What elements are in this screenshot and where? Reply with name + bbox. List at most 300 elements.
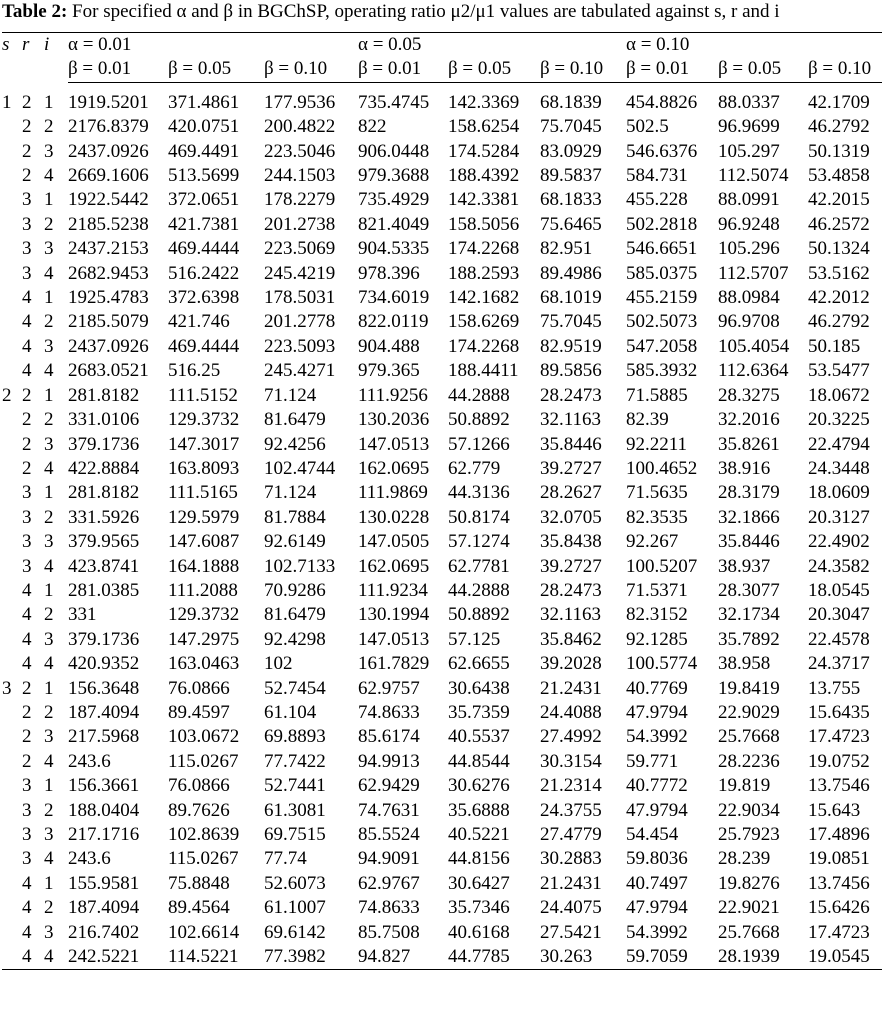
value-cell: 281.8182 xyxy=(68,384,140,406)
value-cell: 1922.5442 xyxy=(68,189,149,211)
value-cell: 142.3369 xyxy=(448,91,520,113)
cell-r: 4 xyxy=(22,653,32,675)
value-cell: 502.2818 xyxy=(626,213,698,235)
value-cell: 50.8892 xyxy=(448,409,510,431)
value-cell: 455.2159 xyxy=(626,287,698,309)
table-row xyxy=(2,164,882,188)
table-row xyxy=(2,310,882,334)
value-cell: 502.5 xyxy=(626,116,669,138)
value-cell: 2185.5238 xyxy=(68,213,149,235)
value-cell: 331.5926 xyxy=(68,506,140,528)
value-cell: 174.2268 xyxy=(448,335,520,357)
value-cell: 50.1324 xyxy=(808,238,870,260)
col-header-i: i xyxy=(44,33,68,58)
value-cell: 19.8276 xyxy=(718,872,780,894)
cell-i: 3 xyxy=(44,921,54,943)
value-cell: 242.5221 xyxy=(68,945,168,970)
value-cell: 54.454 xyxy=(626,824,679,845)
value-cell: 28.2627 xyxy=(540,482,602,504)
value-cell: 516.2422 xyxy=(168,262,240,284)
value-cell: 96.9708 xyxy=(718,311,780,333)
value-cell: 19.819 xyxy=(718,775,771,797)
cell-r: 3 xyxy=(22,506,32,528)
table-row xyxy=(2,872,882,896)
cell-s xyxy=(2,652,22,676)
value-cell: 162.0695 xyxy=(358,555,430,577)
value-cell: 735.4929 xyxy=(358,189,430,211)
cell-i: 4 xyxy=(44,165,54,187)
value-cell: 24.4088 xyxy=(540,701,602,723)
cell-r: 2 xyxy=(22,457,32,479)
value-cell: 21.2314 xyxy=(540,775,602,797)
cell-i: 2 xyxy=(44,311,54,333)
value-cell: 216.7402 xyxy=(68,921,140,943)
value-cell: 22.4578 xyxy=(808,628,870,650)
value-cell: 163.8093 xyxy=(168,457,240,479)
value-cell: 68.1833 xyxy=(540,189,602,211)
cell-r: 3 xyxy=(22,262,32,284)
table-row xyxy=(2,579,882,603)
value-cell: 54.3992 xyxy=(626,921,688,943)
value-cell: 30.6438 xyxy=(448,677,510,699)
value-cell: 75.6465 xyxy=(540,213,602,235)
value-cell: 2669.1606 xyxy=(68,165,149,187)
cell-r: 3 xyxy=(22,482,32,504)
value-cell: 61.104 xyxy=(264,701,317,723)
cell-s: 3 xyxy=(2,677,12,699)
table-row xyxy=(2,530,882,554)
cell-i: 3 xyxy=(44,628,54,650)
value-cell: 47.9794 xyxy=(626,799,688,821)
value-cell: 42.2015 xyxy=(808,189,870,211)
value-cell: 111.2088 xyxy=(168,579,238,601)
cell-i: 4 xyxy=(44,360,54,382)
value-cell: 40.6168 xyxy=(448,921,510,943)
cell-i: 3 xyxy=(44,531,54,553)
value-cell: 46.2572 xyxy=(808,213,870,235)
table-row xyxy=(2,652,882,676)
cell-i: 2 xyxy=(44,799,54,821)
value-cell: 89.4597 xyxy=(168,701,230,723)
value-cell: 44.7785 xyxy=(448,945,540,970)
value-cell: 147.0513 xyxy=(358,628,430,650)
value-cell: 422.8884 xyxy=(68,457,140,479)
value-cell: 15.6435 xyxy=(808,701,870,723)
cell-r: 2 xyxy=(22,384,32,406)
value-cell: 82.39 xyxy=(626,409,669,431)
value-cell: 32.0705 xyxy=(540,506,602,528)
cell-i: 1 xyxy=(44,677,54,699)
beta-header: β = 0.01 xyxy=(358,57,448,82)
value-cell: 420.9352 xyxy=(68,653,140,675)
cell-r: 3 xyxy=(22,824,32,845)
value-cell: 57.1266 xyxy=(448,433,510,455)
value-cell: 158.5056 xyxy=(448,213,520,235)
cell-r: 3 xyxy=(22,775,32,797)
value-cell: 35.6888 xyxy=(448,799,510,821)
cell-r: 3 xyxy=(22,213,32,235)
cell-s xyxy=(2,164,22,188)
value-cell: 1919.5201 xyxy=(68,91,149,113)
cell-s: 2 xyxy=(2,384,12,406)
value-cell: 75.8848 xyxy=(168,872,230,894)
cell-s xyxy=(2,701,22,725)
value-cell: 516.25 xyxy=(168,360,221,382)
value-cell: 102.4744 xyxy=(264,457,336,479)
value-cell: 243.6 xyxy=(68,848,111,870)
value-cell: 28.3077 xyxy=(718,579,780,601)
value-cell: 83.0929 xyxy=(540,140,602,162)
table-row xyxy=(2,677,882,701)
value-cell: 201.2738 xyxy=(264,213,336,235)
value-cell: 822 xyxy=(358,116,387,138)
table-row xyxy=(2,750,882,774)
value-cell: 44.2888 xyxy=(448,579,510,601)
value-cell: 62.9757 xyxy=(358,677,420,699)
value-cell: 44.3136 xyxy=(448,482,510,504)
value-cell: 20.3127 xyxy=(808,506,870,528)
value-cell: 50.185 xyxy=(808,335,861,357)
value-cell: 502.5073 xyxy=(626,311,698,333)
header-row-groups xyxy=(2,33,882,58)
value-cell: 28.239 xyxy=(718,848,771,870)
value-cell: 223.5093 xyxy=(264,335,336,357)
cell-s xyxy=(2,921,22,945)
value-cell: 372.6398 xyxy=(168,287,240,309)
value-cell: 178.2279 xyxy=(264,189,336,211)
value-cell: 904.488 xyxy=(358,335,420,357)
value-cell: 163.0463 xyxy=(168,653,240,675)
value-cell: 188.0404 xyxy=(68,799,140,821)
cell-s xyxy=(2,115,22,139)
value-cell: 156.3661 xyxy=(68,775,140,797)
value-cell: 92.1285 xyxy=(626,628,688,650)
value-cell: 27.5421 xyxy=(540,921,602,943)
value-cell: 13.7546 xyxy=(808,775,870,797)
value-cell: 39.2727 xyxy=(540,555,602,577)
value-cell: 421.746 xyxy=(168,311,230,333)
value-cell: 50.8892 xyxy=(448,604,510,626)
value-cell: 142.1682 xyxy=(448,287,520,309)
beta-header: β = 0.10 xyxy=(264,57,358,82)
value-cell: 35.8462 xyxy=(540,628,602,650)
cell-r: 4 xyxy=(22,604,32,626)
cell-i: 1 xyxy=(44,287,54,309)
beta-header: β = 0.01 xyxy=(626,57,718,82)
cell-s xyxy=(2,481,22,505)
value-cell: 331 xyxy=(68,604,97,626)
value-cell: 13.7456 xyxy=(808,872,870,894)
beta-header: β = 0.05 xyxy=(448,57,540,82)
value-cell: 174.5284 xyxy=(448,140,520,162)
value-cell: 39.2727 xyxy=(540,457,602,479)
table-caption xyxy=(2,0,882,24)
value-cell: 15.6426 xyxy=(808,897,870,919)
value-cell: 28.1939 xyxy=(718,945,808,970)
value-cell: 89.4986 xyxy=(540,262,602,284)
cell-s xyxy=(2,530,22,554)
value-cell: 28.2473 xyxy=(540,579,602,601)
value-cell: 81.7884 xyxy=(264,506,326,528)
cell-i: 1 xyxy=(44,872,54,894)
value-cell: 174.2268 xyxy=(448,238,520,260)
value-cell: 546.6651 xyxy=(626,238,698,260)
value-cell: 2683.0521 xyxy=(68,360,149,382)
value-cell: 57.1274 xyxy=(448,531,510,553)
value-cell: 74.8633 xyxy=(358,701,420,723)
value-cell: 71.5371 xyxy=(626,579,688,601)
value-cell: 469.4491 xyxy=(168,140,240,162)
value-cell: 27.4992 xyxy=(540,726,602,748)
table-row xyxy=(2,945,882,970)
value-cell: 59.7059 xyxy=(626,945,718,970)
value-cell: 455.228 xyxy=(626,189,688,211)
value-cell: 17.4723 xyxy=(808,921,870,943)
cell-s xyxy=(2,286,22,310)
value-cell: 22.9034 xyxy=(718,799,780,821)
value-cell: 30.6427 xyxy=(448,872,510,894)
value-cell: 75.7045 xyxy=(540,311,602,333)
value-cell: 92.4298 xyxy=(264,628,326,650)
cell-r: 2 xyxy=(22,726,32,748)
value-cell: 42.2012 xyxy=(808,287,870,309)
value-cell: 88.0991 xyxy=(718,189,780,211)
value-cell: 513.5699 xyxy=(168,165,240,187)
cell-r: 4 xyxy=(22,311,32,333)
value-cell: 82.3535 xyxy=(626,506,688,528)
value-cell: 71.5635 xyxy=(626,482,688,504)
value-cell: 102.8639 xyxy=(168,824,240,845)
value-cell: 24.3717 xyxy=(808,653,870,675)
value-cell: 331.0106 xyxy=(68,409,140,431)
cell-s xyxy=(2,433,22,457)
cell-i: 4 xyxy=(44,750,54,772)
cell-s xyxy=(2,579,22,603)
cell-s xyxy=(2,823,22,847)
value-cell: 88.0984 xyxy=(718,287,780,309)
value-cell: 69.7515 xyxy=(264,824,326,845)
value-cell: 100.5207 xyxy=(626,555,698,577)
value-cell: 24.3582 xyxy=(808,555,870,577)
value-cell: 371.4861 xyxy=(168,91,240,113)
value-cell: 57.125 xyxy=(448,628,501,650)
value-cell: 18.0545 xyxy=(808,579,870,601)
value-cell: 39.2028 xyxy=(540,653,602,675)
value-cell: 47.9794 xyxy=(626,701,688,723)
cell-s xyxy=(2,310,22,334)
cell-s xyxy=(2,872,22,896)
value-cell: 32.1734 xyxy=(718,604,780,626)
value-cell: 46.2792 xyxy=(808,116,870,138)
table-row xyxy=(2,921,882,945)
value-cell: 103.0672 xyxy=(168,726,240,748)
value-cell: 147.3017 xyxy=(168,433,240,455)
value-cell: 102.7133 xyxy=(264,555,336,577)
cell-r: 2 xyxy=(22,677,32,699)
value-cell: 2437.0926 xyxy=(68,335,149,357)
table-row xyxy=(2,262,882,286)
value-cell: 147.0513 xyxy=(358,433,430,455)
value-cell: 59.771 xyxy=(626,750,679,772)
value-cell: 18.0609 xyxy=(808,482,870,504)
value-cell: 200.4822 xyxy=(264,116,336,138)
value-cell: 94.9913 xyxy=(358,750,420,772)
table-body xyxy=(2,82,882,970)
table-label: Table 2: xyxy=(2,1,68,22)
value-cell: 112.5074 xyxy=(718,165,789,187)
value-cell: 24.3448 xyxy=(808,457,870,479)
cell-s xyxy=(2,603,22,627)
cell-r: 2 xyxy=(22,116,32,138)
table-row xyxy=(2,82,882,115)
value-cell: 178.5031 xyxy=(264,287,336,309)
value-cell: 161.7829 xyxy=(358,653,430,675)
value-cell: 35.7346 xyxy=(448,897,510,919)
value-cell: 245.4271 xyxy=(264,360,336,382)
value-cell: 19.0752 xyxy=(808,750,870,772)
value-cell: 734.6019 xyxy=(358,287,430,309)
value-cell: 61.1007 xyxy=(264,897,326,919)
value-cell: 372.0651 xyxy=(168,189,240,211)
cell-s xyxy=(2,408,22,432)
value-cell: 40.5537 xyxy=(448,726,510,748)
value-cell: 28.2473 xyxy=(540,384,602,406)
cell-s xyxy=(2,457,22,481)
value-cell: 53.5162 xyxy=(808,262,870,284)
value-cell: 96.9699 xyxy=(718,116,780,138)
cell-r: 4 xyxy=(22,287,32,309)
cell-i: 1 xyxy=(44,775,54,797)
value-cell: 2185.5079 xyxy=(68,311,149,333)
value-cell: 47.9794 xyxy=(626,897,688,919)
value-cell: 68.1839 xyxy=(540,91,602,113)
value-cell: 142.3381 xyxy=(448,189,520,211)
table-row xyxy=(2,335,882,359)
value-cell: 1925.4783 xyxy=(68,287,149,309)
value-cell: 53.5477 xyxy=(808,360,870,382)
value-cell: 27.4779 xyxy=(540,824,602,845)
value-cell: 46.2792 xyxy=(808,311,870,333)
value-cell: 147.6087 xyxy=(168,531,240,553)
cell-i: 3 xyxy=(44,433,54,455)
value-cell: 19.0851 xyxy=(808,848,870,870)
cell-s xyxy=(2,335,22,359)
value-cell: 111.9869 xyxy=(358,482,428,504)
value-cell: 62.7781 xyxy=(448,555,510,577)
table-row xyxy=(2,799,882,823)
value-cell: 105.4054 xyxy=(718,335,790,357)
value-cell: 28.3275 xyxy=(718,384,780,406)
cell-r: 2 xyxy=(22,701,32,723)
value-cell: 59.8036 xyxy=(626,848,688,870)
cell-r: 3 xyxy=(22,238,32,260)
value-cell: 156.3648 xyxy=(68,677,140,699)
cell-s xyxy=(2,140,22,164)
cell-r: 2 xyxy=(22,140,32,162)
group-header-alpha-010: α = 0.10 xyxy=(626,33,882,58)
cell-r: 2 xyxy=(22,433,32,455)
cell-s xyxy=(2,237,22,261)
value-cell: 54.3992 xyxy=(626,726,688,748)
value-cell: 22.9021 xyxy=(718,897,780,919)
value-cell: 40.7769 xyxy=(626,677,688,699)
value-cell: 2437.0926 xyxy=(68,140,149,162)
value-cell: 2437.2153 xyxy=(68,238,149,260)
table-row xyxy=(2,433,882,457)
cell-s xyxy=(2,896,22,920)
cell-s xyxy=(2,188,22,212)
value-cell: 111.9234 xyxy=(358,579,428,601)
cell-s xyxy=(2,628,22,652)
cell-s xyxy=(2,774,22,798)
value-cell: 100.5774 xyxy=(626,653,698,675)
cell-r: 3 xyxy=(22,555,32,577)
value-cell: 17.4723 xyxy=(808,726,870,748)
value-cell: 92.2211 xyxy=(626,433,688,455)
cell-s xyxy=(2,945,22,970)
value-cell: 77.7422 xyxy=(264,750,326,772)
value-cell: 904.5335 xyxy=(358,238,430,260)
value-cell: 22.4794 xyxy=(808,433,870,455)
value-cell: 546.6376 xyxy=(626,140,698,162)
cell-r: 4 xyxy=(22,897,32,919)
header-row-betas xyxy=(2,57,882,82)
value-cell: 18.0672 xyxy=(808,384,870,406)
cell-i: 3 xyxy=(44,726,54,748)
value-cell: 35.8446 xyxy=(718,531,780,553)
value-cell: 158.6269 xyxy=(448,311,520,333)
beta-header: β = 0.05 xyxy=(718,57,808,82)
value-cell: 223.5046 xyxy=(264,140,336,162)
value-cell: 129.5979 xyxy=(168,506,240,528)
table-row xyxy=(2,847,882,871)
value-cell: 585.0375 xyxy=(626,262,698,284)
value-cell: 77.74 xyxy=(264,848,307,870)
value-cell: 71.124 xyxy=(264,384,317,406)
value-cell: 70.9286 xyxy=(264,579,326,601)
cell-i: 1 xyxy=(44,91,54,113)
table-row xyxy=(2,555,882,579)
value-cell: 52.7454 xyxy=(264,677,326,699)
cell-r: 4 xyxy=(22,945,44,970)
value-cell: 217.5968 xyxy=(68,726,140,748)
value-cell: 979.3688 xyxy=(358,165,430,187)
value-cell: 420.0751 xyxy=(168,116,240,138)
value-cell: 50.1319 xyxy=(808,140,870,162)
value-cell: 28.3179 xyxy=(718,482,780,504)
table-row xyxy=(2,408,882,432)
cell-i: 1 xyxy=(44,482,54,504)
value-cell: 38.958 xyxy=(718,653,771,675)
value-cell: 44.8156 xyxy=(448,848,510,870)
value-cell: 52.7441 xyxy=(264,775,326,797)
cell-r: 4 xyxy=(22,921,32,943)
value-cell: 89.7626 xyxy=(168,799,230,821)
value-cell: 22.9029 xyxy=(718,701,780,723)
value-cell: 188.2593 xyxy=(448,262,520,284)
cell-r: 3 xyxy=(22,531,32,553)
cell-i: 3 xyxy=(44,335,54,357)
cell-i: 1 xyxy=(44,384,54,406)
table-row xyxy=(2,506,882,530)
value-cell: 35.7359 xyxy=(448,701,510,723)
value-cell: 129.3732 xyxy=(168,604,240,626)
cell-i: 2 xyxy=(44,897,54,919)
value-cell: 158.6254 xyxy=(448,116,520,138)
value-cell: 81.6479 xyxy=(264,409,326,431)
value-cell: 547.2058 xyxy=(626,335,698,357)
value-cell: 44.8544 xyxy=(448,750,510,772)
